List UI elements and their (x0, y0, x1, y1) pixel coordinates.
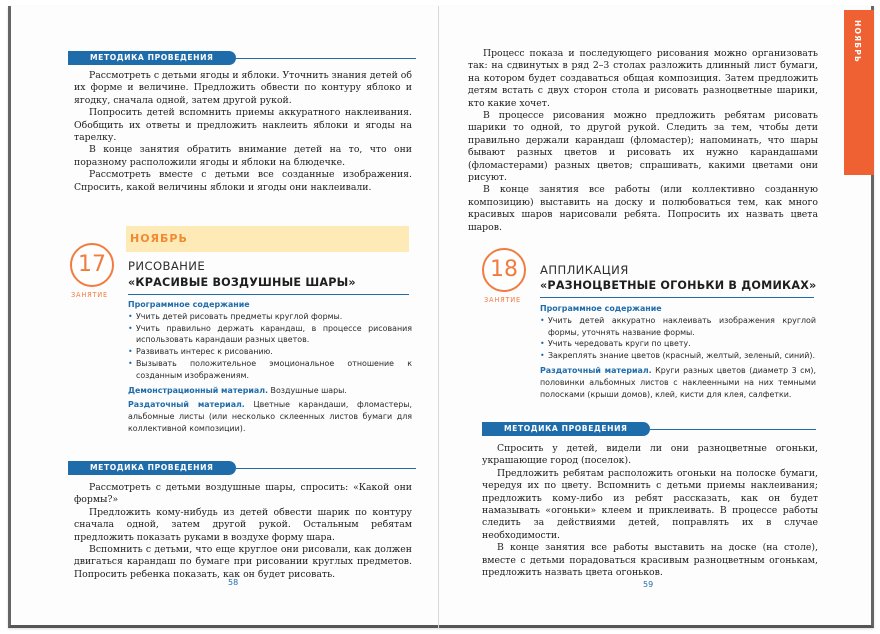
side-tab-label: НОЯБРЬ (853, 20, 862, 63)
program-content-block (128, 299, 412, 435)
paragraph: Рассмотреть с детьми ягоды и яблоки. Уточнить знания детей об их форме и величине. Предложить обвести по контуру яблоко и ягодку, сначала одной, затем другой рукой. (74, 70, 412, 106)
method-header-rule (650, 429, 816, 430)
method-header-label: МЕТОДИКА ПРОВЕДЕНИЯ (90, 463, 214, 472)
right-bottom-text (482, 443, 818, 579)
lesson-title: «КРАСИВЫЕ ВОЗДУШНЫЕ ШАРЫ» (128, 276, 356, 289)
lesson-type: РИСОВАНИЕ (128, 259, 206, 273)
paragraph: Рассмотреть вместе с детьми все созданные изображения. Спросить, какой величины яблоки и ягоды они наклеивали. (74, 169, 412, 193)
month-side-tab (844, 10, 874, 175)
lesson-number: 18 (490, 257, 518, 282)
method-header-bar (68, 461, 236, 475)
method-header-rule (236, 58, 416, 59)
paragraph: В конце занятия все работы (или коллективно созданную композицию) выставить на доску и полюбоваться тем, как много красивых шаров нарисовали ребята. Попросить их назвать цвета шаров. (468, 184, 818, 233)
paragraph: Спросить у детей, видели ли они разноцветные огоньки, украшающие город (поселок). (482, 443, 818, 467)
lesson-word: ЗАНЯТИЕ (484, 296, 522, 304)
method-header-bar (482, 422, 650, 436)
lesson-title: «РАЗНОЦВЕТНЫЕ ОГОНЬКИ В ДОМИКАХ» (540, 279, 817, 292)
program-item: • Учить чередовать круги по цвету. (540, 338, 816, 350)
lesson-number-circle (482, 248, 526, 292)
program-header: Программное содержание (128, 300, 250, 309)
method-header-bar (68, 51, 236, 65)
paragraph: Вспомнить с детьми, что еще круглое они рисовали, как должен двигаться карандаш по бумаге при рисовании круглых предметов. Попросить ребенка показать, как он будет рисовать. (74, 544, 412, 580)
paragraph: Предложить ребятам расположить огоньки на полоске бумаги, чередуя их по цвету. Вспомнить с детьми приемы наклеивания; предложить кому-либо из ребят рассказать, как он будет намазывать «огоньки» клеем и приклеивать. В процессе работы следить за действиями детей, поправлять их в случае необходимости. (482, 467, 818, 541)
left-top-text (74, 70, 412, 194)
lesson-number: 17 (78, 252, 106, 277)
program-item: • Развивать интерес к рисованию. (128, 346, 412, 358)
handout-material-text: Цветные карандаши, фломастеры, альбомные листы (или несколько склеенных листов бумаги для коллективной композиции). (128, 400, 412, 433)
handout-material (128, 399, 412, 434)
demo-material-label: Демонстрационный материал. (128, 385, 269, 395)
handout-material-label: Раздаточный материал. (540, 365, 652, 375)
handout-material-text: Круги разных цветов (диаметр 3 см), половинки альбомных листов с наклеенными на них темными полосками (крыши домов), клей, кисти для клея, салфетки. (540, 365, 816, 399)
paragraph: Рассмотреть с детьми воздушные шары, спросить: «Какой они формы?» (74, 482, 412, 506)
month-banner (126, 226, 409, 252)
title-rule (540, 297, 814, 298)
left-bottom-text (74, 482, 412, 581)
page-gutter (438, 6, 439, 628)
method-header-label: МЕТОДИКА ПРОВЕДЕНИЯ (504, 424, 628, 433)
month-label: НОЯБРЬ (130, 232, 188, 245)
program-item: • Учить детей рисовать предметы круглой формы. (128, 311, 412, 323)
method-header-label: МЕТОДИКА ПРОВЕДЕНИЯ (90, 53, 214, 62)
demo-material-text: Воздушные шары. (270, 385, 347, 395)
paragraph: В конце занятия обратить внимание детей на то, что они поразному расположили ягоды и яблоки на блюдечке. (74, 144, 412, 168)
title-rule (128, 294, 409, 295)
right-page (448, 6, 868, 622)
program-item: • Закреплять знание цветов (красный, желтый, зеленый, синий). (540, 350, 816, 362)
paragraph: Предложить кому-нибудь из детей обвести шарик по контуру сначала одной, затем другой рукой. Остальным ребятам предложить показать руками в воздухе форму шара. (74, 506, 412, 543)
paragraph: Попросить детей вспомнить приемы аккуратного наклеивания. Обобщить их ответы и предложить наклеить яблоки и ягоды на тарелку. (74, 107, 412, 144)
lesson-number-circle (70, 243, 114, 287)
left-page (18, 6, 428, 622)
paragraph: В процессе рисования можно предложить ребятам рисовать шарики то одной, то другой рукой. Следить за тем, чтобы дети правильно держали карандаш (фломастер); напоминать, что шары бывают разных цветов и рисовать их нужно карандашами (фломастерами) разных цветов; спрашивать, какими цветами они рисуют. (468, 110, 818, 184)
handout-material (540, 365, 816, 400)
program-content-block (540, 303, 816, 400)
page-number: 59 (643, 580, 654, 589)
program-item: • Учить правильно держать карандаш, в процессе рисования использовать карандаши разных цветов. (128, 323, 412, 347)
lesson-type: АППЛИКАЦИЯ (540, 263, 629, 277)
program-item: • Учить детей аккуратно наклеивать изображения круглой формы, уточнять название формы. (540, 315, 816, 339)
page-number: 58 (228, 578, 239, 587)
right-top-text (468, 48, 818, 234)
handout-material-label: Раздаточный материал. (128, 400, 245, 410)
lesson-word: ЗАНЯТИЕ (71, 291, 109, 299)
demo-material (128, 385, 412, 397)
program-item: • Вызывать положительное эмоциональное отношение к созданным изображениям. (128, 358, 412, 382)
program-header: Программное содержание (540, 304, 662, 313)
paragraph: Процесс показа и последующего рисования можно организовать так: на сдвинутых в ряд 2–3 столах разложить длинный лист бумаги, на котором будет создаваться общая композиция. Затем предложить детям встать с двух сторон стола и рисовать разноцветные шарики, кто какие хочет. (468, 48, 818, 109)
method-header-rule (236, 468, 416, 469)
paragraph: В конце занятия все работы выставить на доске (на столе), вместе с детьми порадоваться красивым разноцветным огонькам, предложить назвать цвета огоньков. (482, 542, 818, 579)
